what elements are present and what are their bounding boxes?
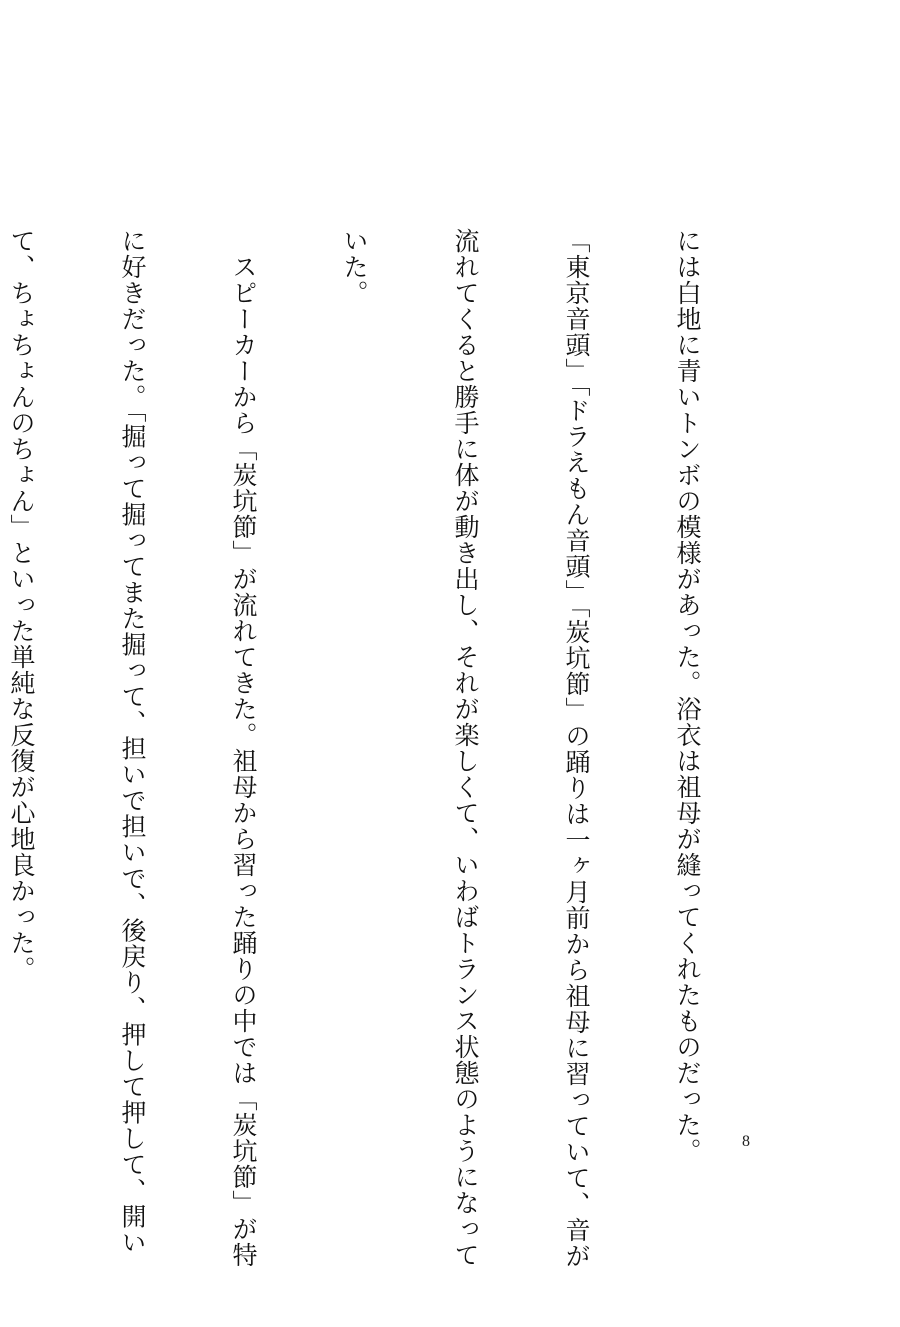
text-line: 「東京音頭」「ドラえもん音頭」「炭坑節」の踊りは一ヶ月前から祖母に習っていて、音が xyxy=(562,228,591,1269)
text-line: いた。 xyxy=(340,228,369,306)
text-line: 流れてくると勝手に体が動き出し、それが楽しくて、いわばトランス状態のようになって xyxy=(451,228,480,1268)
page-number: 8 xyxy=(742,1133,750,1150)
text-line: に好きだった。「掘って掘ってまた掘って、担いで担いで、後戻り、押して押して、開い xyxy=(118,228,147,1256)
text-line: スピーカーから「炭坑節」が流れてきた。祖母から習った踊りの中では「炭坑節」が特 xyxy=(229,228,258,1268)
text-line: て、ちょちょんのちょん」といった単純な反復が心地良かった。 xyxy=(7,228,36,982)
vertical-body-text xyxy=(0,228,780,1269)
text-line: には白地に青いトンボの模様があった。浴衣は祖母が縫ってくれたものだった。 xyxy=(673,228,702,1164)
